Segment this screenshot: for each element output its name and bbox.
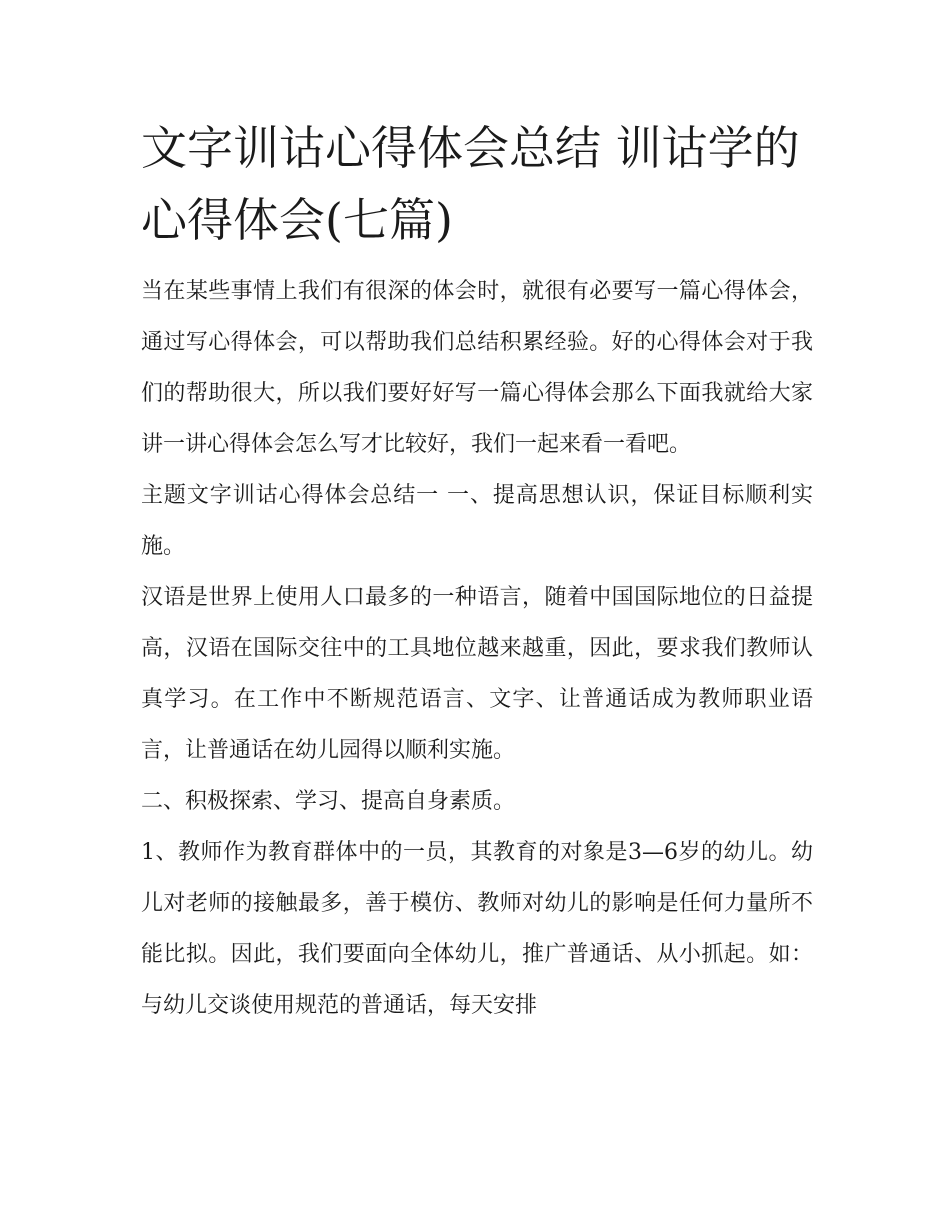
document-title: 文字训诂心得体会总结 训诂学的心得体会(七篇) — [141, 121, 800, 247]
paragraph-intro: 当在某些事情上我们有很深的体会时，就很有必要写一篇心得体会，通过写心得体会，可以帮助我们总结积累经验。好的心得体会对于我们的帮助很大，所以我们要好好写一篇心得体会那么下面我就给大家讲一讲心得体会怎么写才比较好，我们一起来看一看吧。 — [141, 279, 813, 457]
paragraph-teacher-role: 1、教师作为教育群体中的一员，其教育的对象是3—6岁的幼儿。幼儿对老师的接触最多，善于模仿、教师对幼儿的影响是任何力量所不能比拟。因此，我们要面向全体幼儿，推广普通话、从小抓起。如：与幼儿交谈使用规范的普通话，每天安排 — [141, 840, 813, 1018]
paragraph-section-two-heading: 二、积极探索、学习、提高自身素质。 — [141, 789, 516, 814]
paragraph-section-one-heading: 主题文字训诂心得体会总结一 一、提高思想认识，保证目标顺利实施。 — [141, 483, 813, 559]
document-body — [141, 112, 813, 1031]
paragraph-mandarin-importance: 汉语是世界上使用人口最多的一种语言，随着中国国际地位的日益提高，汉语在国际交往中的工具地位越来越重，因此，要求我们教师认真学习。在工作中不断规范语言、文字、让普通话成为教师职业语言，让普通话在幼儿园得以顺利实施。 — [141, 585, 813, 763]
